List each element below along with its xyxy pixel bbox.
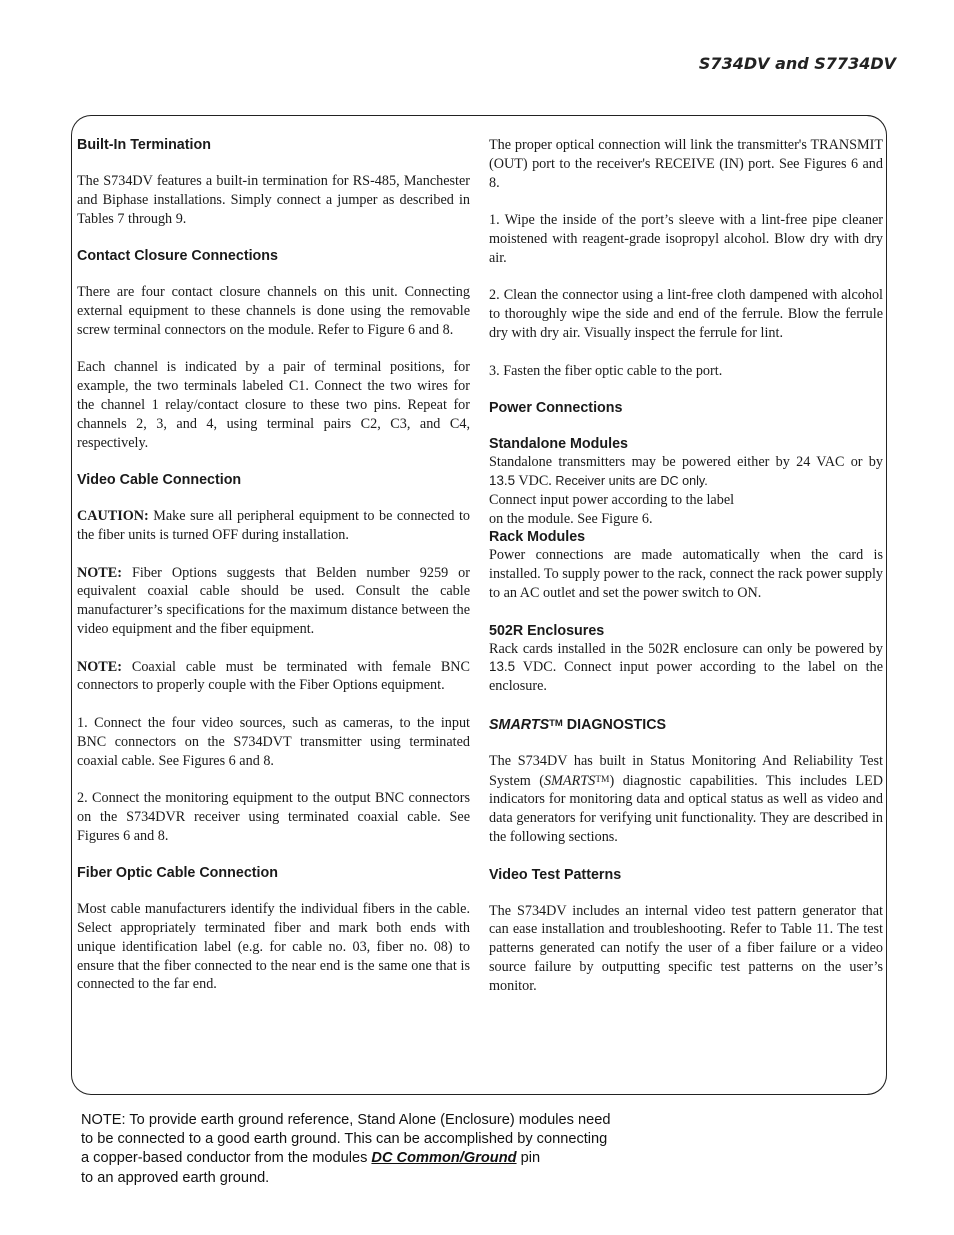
builtin-termination-text: The S734DV features a built-in termination for RS-485, Manchester and Biphase installations. Simply connect a jumper as described in Tables 7 through 9. xyxy=(77,173,470,227)
page-header-title: S734DV and S7734DV xyxy=(698,54,896,73)
left-column xyxy=(77,136,470,1013)
note-label: NOTE: xyxy=(77,658,122,675)
smarts-text: The S734DV has built in Status Monitoring And Reliability Test System (SMARTS™) diagnostic capabilities. This includes LED indicators for monitoring data and optical status as well as video and data generators for verifying unit functionality. They are described in the following sections. xyxy=(489,752,883,845)
note-label: NOTE: xyxy=(77,564,122,581)
fiber-optic-text: Most cable manufacturers identify the individual fibers in the cable. Select appropriately terminated fiber and mark both ends with unique identification label (e.g. for cable no. 03, fiber no. 08) to ensure that the fiber connected to the near end is the same one that is connected to the far end. xyxy=(77,901,470,993)
caution-paragraph xyxy=(77,507,470,545)
note-bnc-text: Coaxial cable must be terminated with female BNC connectors to properly couple with the Fiber Options equipment. xyxy=(77,658,470,694)
note-line-4: to an approved earth ground. xyxy=(81,1169,270,1186)
note-bnc-paragraph xyxy=(77,658,470,696)
note-line-1: NOTE: To provide earth ground reference, Stand Alone (Enclosure) modules need xyxy=(81,1112,611,1128)
earth-ground-note xyxy=(81,1111,701,1188)
optical-step-2: 2. Clean the connector using a lint-free cloth dampened with alcohol to thoroughly wipe the side and end of the ferrule. Blow the ferrule dry with dry air. Visually inspect the ferrule for lint. xyxy=(489,287,883,341)
dc-common-ground-label: DC Common/Ground xyxy=(371,1150,517,1167)
video-cable-heading: Video Cable Connection xyxy=(77,472,242,489)
power-connections-heading: Power Connections xyxy=(489,400,623,417)
standalone-modules-heading: Standalone Modules xyxy=(489,436,629,453)
note-line-2: to be connected to a good earth ground. This can be accomplished by connecting xyxy=(81,1131,608,1148)
optical-step-3: 3. Fasten the fiber optic cable to the port. xyxy=(489,362,723,379)
fiber-optic-heading: Fiber Optic Cable Connection xyxy=(77,865,278,882)
right-column xyxy=(489,136,883,1014)
standalone-text-1: Standalone transmitters may be powered either by 24 VAC or by 13.5 VDC. Receiver units are DC only. xyxy=(489,454,883,489)
video-step-1: 1. Connect the four video sources, such as cameras, to the input BNC connectors on the S734DVT transmitter using terminated coaxial cable. See Figures 6 and 8. xyxy=(77,714,470,769)
builtin-termination-heading: Built-In Termination xyxy=(77,137,211,153)
optical-connection-text: The proper optical connection will link the transmitter's TRANSMIT (OUT) port to the receiver's RECEIVE (IN) port. See Figures 6 and 8. xyxy=(489,137,883,191)
smarts-diagnostics-heading: SMARTS™ DIAGNOSTICS xyxy=(489,716,667,733)
contact-closure-text-2: Each channel is indicated by a pair of terminal positions, for example, the two terminals labeled C1. Connect the two wires for the channel 1 relay/contact closure to these two pins. Repeat for channels 2, 3, and 4, using terminal pairs C2, C3, and C4, respectively. xyxy=(77,359,470,451)
standalone-text-2: Connect input power according to the label on the module. See Figure 6. xyxy=(489,491,735,527)
rack-modules-text: Power connections are made automatically when the card is installed. To supply power to the rack, connect the rack power supply to an AC outlet and set the power switch to ON. xyxy=(489,547,883,601)
enclosures-text: Rack cards installed in the 502R enclosure can only be powered by 13.5 VDC. Connect input power according to the label on the enclosure. xyxy=(489,640,883,695)
video-test-patterns-heading: Video Test Patterns xyxy=(489,866,622,883)
note-belden-text: Fiber Options suggests that Belden number 9259 or equivalent coaxial cable should be used. Consult the cable manufacturer’s specifications for the maximum distance between the video equipment and the fiber equipment. xyxy=(77,564,470,637)
contact-closure-heading: Contact Closure Connections xyxy=(77,248,278,265)
rack-modules-heading: Rack Modules xyxy=(489,529,586,546)
note-line-3: a copper-based conductor from the modules DC Common/Ground pin xyxy=(81,1150,541,1167)
caution-text: Make sure all peripheral equipment to be connected to the fiber units is turned OFF during installation. xyxy=(77,508,470,543)
note-belden-paragraph xyxy=(77,564,470,639)
video-test-patterns-text: The S734DV includes an internal video test pattern generator that can ease installation and troubleshooting. Refer to Table 11. The test patterns generated can notify the user of a fiber failure or a video source failure by outputting specific test patterns on the user’s monitor. xyxy=(489,902,883,994)
caution-label: CAUTION: xyxy=(77,508,149,525)
contact-closure-text-1: There are four contact closure channels on this unit. Connecting external equipment to these channels is done using the removable screw terminal connectors on the module. Refer to Figure 6 and 8. xyxy=(77,284,470,338)
enclosures-heading: 502R Enclosures xyxy=(489,622,605,639)
video-step-2: 2. Connect the monitoring equipment to the output BNC connectors on the S734DVR receiver using terminated coaxial cable. See Figures 6 and 8. xyxy=(77,790,470,844)
optical-step-1: 1. Wipe the inside of the port’s sleeve with a lint-free pipe cleaner moistened with reagent-grade isopropyl alcohol. Blow dry with dry air. xyxy=(489,212,883,266)
